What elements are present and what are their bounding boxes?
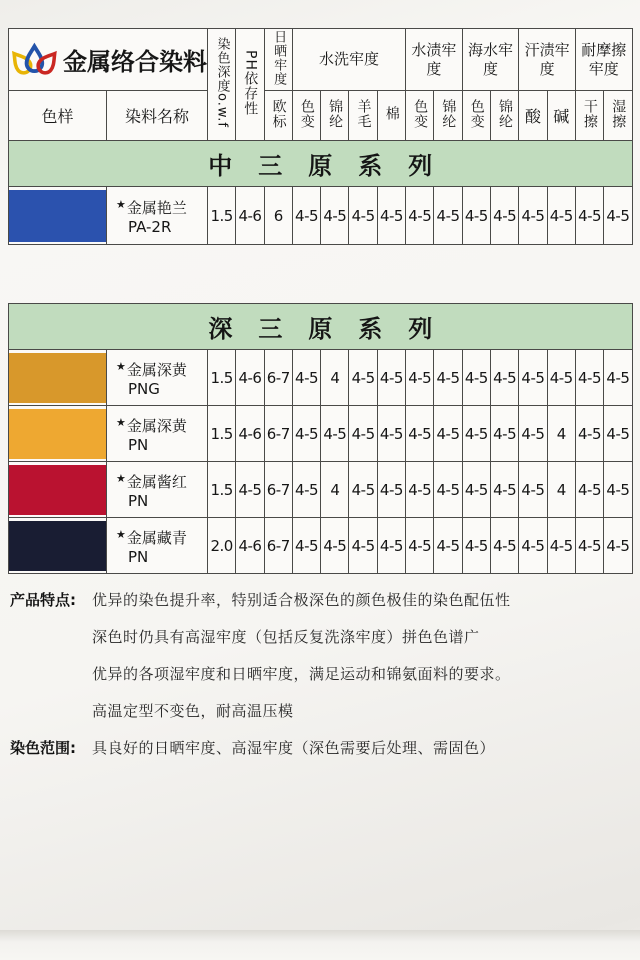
color-swatch: [9, 521, 107, 571]
table-row: [9, 350, 633, 406]
fastness-value: 4: [321, 350, 349, 406]
subcol-rub-wet: 湿擦: [604, 91, 632, 141]
fastness-value: 4-5: [547, 518, 575, 574]
product-features-label: 产品特点:: [10, 591, 76, 609]
star-icon: ★: [116, 471, 126, 485]
dye-range: [10, 734, 630, 763]
fastness-value: 4-5: [377, 187, 405, 245]
fastness-value: 4-5: [604, 187, 632, 245]
fastness-value: 4-5: [292, 462, 320, 518]
subcol-sweat-alkali: 碱: [547, 91, 575, 141]
fastness-table-medium: [8, 28, 631, 245]
color-swatch: [9, 409, 107, 459]
fastness-value: 4-5: [604, 462, 633, 518]
color-swatch: [9, 353, 107, 403]
subcol-sea-shade: 色变: [462, 91, 490, 141]
col-header-waterstain: 水渍牢度: [406, 29, 463, 91]
fastness-value: 4-5: [462, 518, 490, 574]
col-header-wash: 水洗牢度: [292, 29, 405, 91]
subcol-rub-dry: 干擦: [575, 91, 603, 141]
fastness-value: 4-5: [575, 462, 603, 518]
color-swatch-cell: [9, 350, 107, 406]
fastness-value: 4-5: [406, 187, 434, 245]
feature-line: 优异的各项湿牢度和日晒牢度，满足运动和锦氨面料的要求。: [92, 665, 511, 683]
subcol-wash-shade: 色变: [292, 91, 320, 141]
fastness-value: 6-7: [264, 518, 292, 574]
fastness-value: 4-5: [406, 518, 434, 574]
fastness-value: 1.5: [208, 187, 236, 245]
color-swatch-cell: [9, 406, 107, 462]
dye-code: PA-2R: [128, 217, 172, 236]
subcol-wash-wool: 羊毛: [349, 91, 377, 141]
col-header-seawater: 海水牢度: [462, 29, 519, 91]
subcol-sea-nylon: 锦纶: [491, 91, 519, 141]
table-row: [9, 518, 633, 574]
col-header-rubbing: 耐摩擦牢度: [575, 29, 632, 91]
fastness-value: 4-5: [547, 187, 575, 245]
page-bottom-edge: [0, 930, 640, 960]
fastness-value: 4-5: [349, 187, 377, 245]
fastness-value: 4-5: [321, 406, 349, 462]
fastness-value: 4-5: [462, 462, 490, 518]
dye-name: ★金属艳兰 PA-2R: [107, 187, 208, 245]
col-header-depth: 染色深度o.w.f: [208, 29, 236, 141]
col-header-dyename: 染料名称: [107, 91, 208, 141]
col-header-perspiration: 汗渍牢度: [519, 29, 576, 91]
dye-code: PN: [128, 547, 149, 566]
fastness-value: 4-5: [434, 350, 462, 406]
fastness-value: 6-7: [264, 406, 292, 462]
fastness-value: 4-5: [490, 462, 518, 518]
star-icon: ★: [116, 415, 126, 429]
fastness-value: 4-5: [406, 406, 434, 462]
fastness-value: 4-5: [349, 350, 377, 406]
fastness-value: 6-7: [264, 462, 292, 518]
fastness-value: 4-5: [519, 462, 547, 518]
fastness-value: 4-5: [519, 350, 547, 406]
fastness-value: 4-5: [604, 406, 633, 462]
fastness-value: 4-5: [292, 187, 320, 245]
subcol-sweat-acid: 酸: [519, 91, 547, 141]
dye-code: PN: [128, 435, 149, 454]
fastness-value: 4-5: [462, 187, 490, 245]
fastness-value: 4-5: [377, 350, 405, 406]
subcol-wash-nylon: 锦纶: [321, 91, 349, 141]
fastness-value: 6-7: [264, 350, 292, 406]
dye-name: ★金属藏青 PN: [107, 518, 208, 574]
fastness-value: 4-5: [491, 187, 519, 245]
dye-code: PNG: [128, 379, 160, 398]
fastness-value: 4-5: [349, 518, 377, 574]
feature-line: 高温定型不变色，耐高温压模: [92, 702, 294, 720]
fastness-value: 4: [547, 462, 575, 518]
fastness-value: 4-5: [321, 187, 349, 245]
fastness-value: 2.0: [208, 518, 236, 574]
brand-title: 金属络合染料: [63, 48, 207, 76]
star-icon: ★: [116, 527, 126, 541]
fastness-value: 4-6: [236, 350, 264, 406]
star-icon: ★: [116, 197, 126, 211]
dye-code: PN: [128, 491, 149, 510]
fastness-value: 4-5: [434, 462, 462, 518]
fastness-value: 4-5: [575, 406, 603, 462]
fastness-value: 4: [547, 406, 575, 462]
fastness-value: 4-5: [377, 406, 405, 462]
fastness-value: 4-5: [575, 187, 603, 245]
fastness-value: 4-5: [575, 518, 603, 574]
fastness-value: 4-5: [236, 462, 264, 518]
color-swatch-cell: [9, 187, 107, 245]
fastness-value: 4-5: [434, 406, 462, 462]
range-line: 具良好的日晒牢度、高湿牢度（深色需要后处理、需固色）: [92, 739, 496, 757]
fastness-value: 4: [321, 462, 349, 518]
col-header-sun: 日晒牢度: [264, 29, 292, 91]
fastness-value: 4-5: [406, 350, 434, 406]
subcol-water-shade: 色变: [406, 91, 434, 141]
fastness-value: 4-5: [547, 350, 575, 406]
fastness-value: 4-5: [604, 350, 633, 406]
fastness-value: 4-5: [434, 518, 462, 574]
feature-line: 优异的染色提升率，特别适合极深色的颜色极佳的染色配伍性: [92, 591, 511, 609]
dye-name: ★金属深黄 PN: [107, 406, 208, 462]
fastness-value: 4-5: [462, 350, 490, 406]
fastness-value: 6: [264, 187, 292, 245]
fastness-value: 4-5: [406, 462, 434, 518]
fastness-value: 4-5: [575, 350, 603, 406]
star-icon: ★: [116, 359, 126, 373]
dye-name: ★金属深黄 PNG: [107, 350, 208, 406]
fastness-value: 4-5: [377, 518, 405, 574]
fastness-value: 4-6: [236, 406, 264, 462]
fastness-value: 4-5: [349, 406, 377, 462]
fastness-value: 4-5: [490, 406, 518, 462]
fastness-value: 4-6: [236, 187, 264, 245]
product-features: [10, 586, 630, 734]
subcol-wash-cotton: 棉: [377, 91, 405, 141]
fastness-value: 4-5: [321, 518, 349, 574]
fastness-value: 4-5: [490, 350, 518, 406]
fastness-value: 4-5: [604, 518, 633, 574]
color-swatch-cell: [9, 462, 107, 518]
dye-name: ★金属酱红 PN: [107, 462, 208, 518]
color-swatch-cell: [9, 518, 107, 574]
fastness-value: 4-5: [377, 462, 405, 518]
fastness-value: 4-5: [292, 350, 320, 406]
brand-header: [9, 29, 208, 91]
fastness-value: 1.5: [208, 350, 236, 406]
fastness-value: 4-5: [519, 187, 547, 245]
notes-section: [10, 586, 630, 763]
fastness-value: 4-5: [519, 406, 547, 462]
subcol-water-nylon: 锦纶: [434, 91, 462, 141]
table-row: [9, 462, 633, 518]
subcol-eu-standard: 欧标: [264, 91, 292, 141]
col-header-ph: PH依存性: [236, 29, 264, 141]
fastness-value: 1.5: [208, 462, 236, 518]
color-swatch: [9, 190, 107, 242]
fastness-table-deep: [8, 303, 631, 574]
color-swatch: [9, 465, 107, 515]
fastness-value: 4-5: [292, 518, 320, 574]
series-banner-medium: 中三原系列: [9, 141, 633, 187]
dye-range-label: 染色范围:: [10, 739, 76, 757]
series-banner-deep: 深三原系列: [9, 304, 633, 350]
feature-line: 深色时仍具有高湿牢度（包括反复洗涤牢度）拼色色谱广: [92, 628, 480, 646]
logo-drops-icon: [9, 35, 61, 85]
table-row: [9, 406, 633, 462]
table-row: [9, 187, 633, 245]
fastness-value: 4-5: [434, 187, 462, 245]
fastness-value: 4-5: [292, 406, 320, 462]
fastness-value: 4-5: [519, 518, 547, 574]
col-header-sample: 色样: [9, 91, 107, 141]
fastness-value: 4-5: [490, 518, 518, 574]
fastness-value: 4-5: [349, 462, 377, 518]
fastness-value: 4-5: [462, 406, 490, 462]
fastness-value: 4-6: [236, 518, 264, 574]
fastness-value: 1.5: [208, 406, 236, 462]
